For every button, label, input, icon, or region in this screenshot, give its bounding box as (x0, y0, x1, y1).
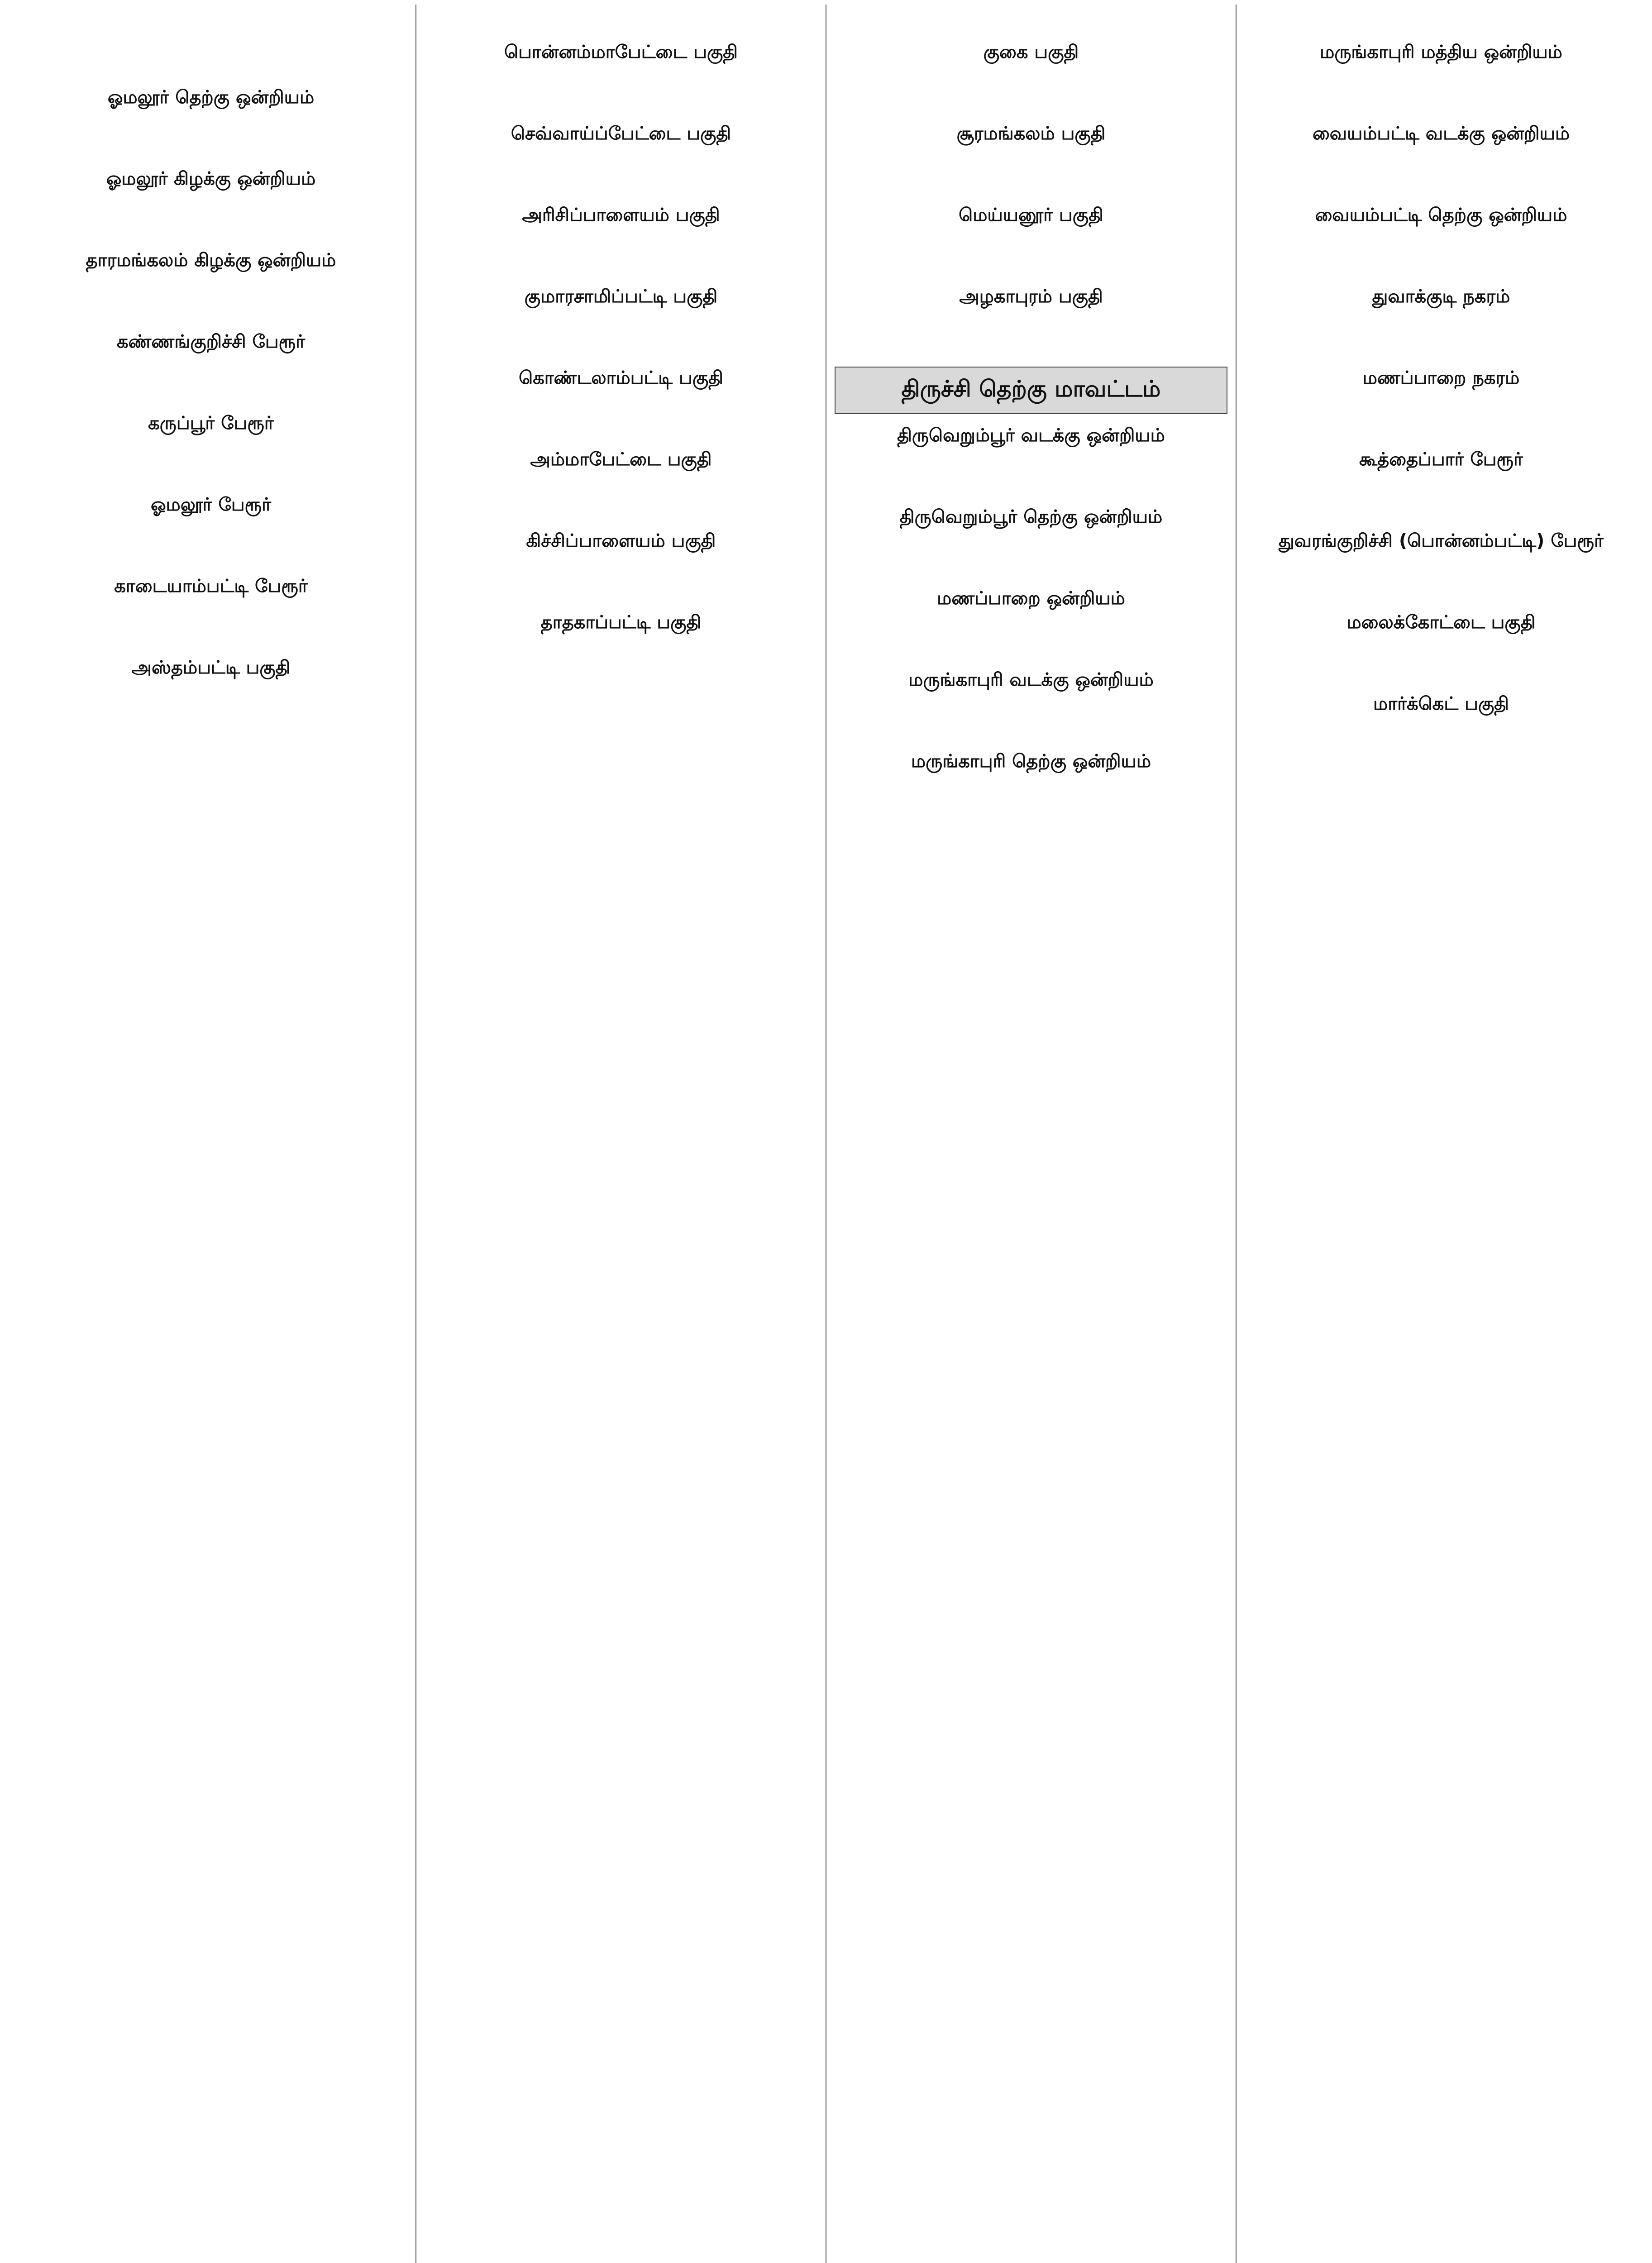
section-heading: மருங்காபுரி வடக்கு ஒன்றியம் (908, 669, 1154, 690)
section-paragraph (14, 545, 407, 563)
section-heading: மணப்பாறை நகரம் (1362, 368, 1520, 388)
section-paragraph (1245, 640, 1638, 658)
listing-section (425, 530, 817, 599)
section-paragraph (835, 779, 1227, 797)
listing-section (1245, 692, 1638, 762)
section-heading: வையம்பட்டி வடக்கு ஒன்றியம் (1312, 123, 1570, 144)
listing-section (425, 41, 817, 110)
section-heading: கிச்சிப்பாளையம் பகுதி (526, 530, 716, 551)
section-paragraph (835, 802, 1227, 820)
section-paragraph (1245, 255, 1638, 273)
listing-section (14, 575, 407, 645)
listing-section (1245, 530, 1638, 599)
section-paragraph (835, 11, 1227, 29)
section-paragraph (14, 382, 407, 400)
section-paragraph (1245, 92, 1638, 110)
section-paragraph (1245, 500, 1638, 518)
section-paragraph (14, 11, 407, 29)
section-paragraph (425, 314, 817, 332)
section-paragraph (1245, 744, 1638, 762)
listing-section (1245, 11, 1638, 29)
section-heading: கருப்பூர் பேரூர் (148, 413, 274, 434)
listing-section (835, 587, 1227, 657)
listing-section (425, 285, 817, 355)
section-paragraph (425, 337, 817, 355)
section-paragraph (835, 720, 1227, 738)
listing-section (14, 86, 407, 156)
section-heading: திருவெறும்பூர் வடக்கு ஒன்றியம் (897, 425, 1165, 446)
section-heading: தாதகாப்பட்டி பகுதி (540, 612, 702, 633)
page-column-1 (6, 5, 416, 2263)
columns-container (6, 5, 1646, 2263)
section-paragraph (425, 70, 817, 88)
section-paragraph (14, 626, 407, 645)
section-heading: கொண்டலாம்பட்டி பகுதி (519, 368, 723, 388)
section-paragraph (1245, 11, 1638, 29)
section-paragraph (425, 396, 817, 414)
section-heading: அஸ்தம்பட்டி பகுதி (131, 657, 291, 678)
section-heading: துவரங்குறிச்சி (பொன்னம்பட்டி) பேரூர் (1279, 530, 1604, 551)
section-paragraph (835, 92, 1227, 110)
listing-section (1245, 285, 1638, 355)
section-paragraph (425, 233, 817, 251)
section-paragraph (425, 640, 817, 658)
section-paragraph (14, 441, 407, 459)
section-paragraph (835, 151, 1227, 169)
listing-section (1245, 448, 1638, 518)
section-paragraph (14, 708, 407, 726)
section-paragraph (14, 56, 407, 74)
listing-section (1245, 611, 1638, 681)
section-paragraph (425, 477, 817, 495)
listing-section (14, 493, 407, 563)
listing-section (425, 611, 817, 658)
section-paragraph (14, 301, 407, 319)
section-paragraph (14, 219, 407, 237)
section-paragraph (14, 115, 407, 133)
section-paragraph (425, 11, 817, 29)
section-paragraph (14, 196, 407, 215)
section-heading: குகை பகுதி (983, 42, 1079, 62)
section-paragraph (1245, 663, 1638, 681)
listing-section (425, 448, 817, 518)
section-heading: செவ்வாய்ப்பேட்டை பகுதி (511, 123, 731, 144)
section-paragraph (835, 233, 1227, 251)
section-paragraph (1245, 721, 1638, 740)
section-paragraph (835, 476, 1227, 494)
section-heading: மணப்பாறை ஒன்றியம் (937, 588, 1125, 609)
section-paragraph (835, 535, 1227, 553)
listing-section (425, 11, 817, 29)
section-heading: சூரமங்கலம் பகுதி (956, 123, 1106, 144)
section-paragraph (1245, 418, 1638, 436)
listing-section (835, 668, 1227, 738)
section-heading: காடையாம்பட்டி பேரூர் (114, 576, 308, 597)
section-heading: திருவெறும்பூர் தெற்கு ஒன்றியம் (899, 506, 1163, 527)
listing-section (835, 750, 1227, 820)
listing-section (14, 330, 407, 400)
section-heading: மருங்காபுரி மத்திய ஒன்றியம் (1320, 42, 1562, 62)
section-heading: மருங்காபுரி தெற்கு ஒன்றியம் (911, 751, 1151, 772)
listing-section (14, 412, 407, 482)
section-paragraph (14, 604, 407, 622)
section-paragraph (835, 453, 1227, 471)
section-heading: ஓமலூர் கிழக்கு ஒன்றியம் (106, 168, 316, 189)
section-paragraph (14, 463, 407, 482)
listing-section (14, 656, 407, 726)
listing-section (1245, 41, 1638, 110)
section-paragraph (14, 522, 407, 540)
section-heading: மெய்யனூர் பகுதி (959, 205, 1103, 225)
section-paragraph (1245, 396, 1638, 414)
section-paragraph (835, 557, 1227, 575)
district-banner: திருச்சி தெற்கு மாவட்டம் (835, 367, 1227, 414)
section-heading: குமாரசாமிப்பட்டி பகுதி (524, 286, 718, 307)
section-heading: தாரமங்கலம் கிழக்கு ஒன்றியம் (86, 250, 336, 271)
section-paragraph (835, 616, 1227, 634)
section-paragraph (14, 33, 407, 52)
section-heading: துவாக்குடி நகரம் (1372, 286, 1510, 307)
section-paragraph (425, 174, 817, 192)
section-paragraph (425, 500, 817, 518)
section-paragraph (1245, 70, 1638, 88)
section-paragraph (425, 559, 817, 577)
section-heading: மார்க்கெட் பகுதி (1373, 693, 1509, 714)
section-paragraph (1245, 581, 1638, 599)
section-paragraph (1245, 559, 1638, 577)
section-paragraph (1245, 477, 1638, 495)
section-paragraph (1245, 233, 1638, 251)
section-heading: வையம்பட்டி தெற்கு ஒன்றியம் (1315, 205, 1567, 225)
section-paragraph (835, 314, 1227, 332)
listing-section (425, 122, 817, 192)
section-paragraph (14, 278, 407, 296)
section-paragraph (835, 337, 1227, 355)
listing-section (425, 204, 817, 273)
listing-section (14, 11, 407, 74)
section-paragraph (1245, 174, 1638, 192)
section-heading: பொன்னம்மாபேட்டை பகுதி (504, 42, 738, 62)
listing-section (835, 41, 1227, 110)
section-heading: மலைக்கோட்டை பகுதி (1346, 612, 1536, 633)
listing-section (1245, 122, 1638, 192)
listing-section (835, 285, 1227, 355)
listing-section (1245, 367, 1638, 436)
page-column-3 (826, 5, 1237, 2263)
section-paragraph (425, 255, 817, 273)
section-paragraph (1245, 337, 1638, 355)
section-heading: கண்ணங்குறிச்சி பேரூர் (116, 331, 306, 352)
section-paragraph (1245, 151, 1638, 169)
listing-section (835, 424, 1227, 494)
listing-section (14, 249, 407, 319)
section-heading: அம்மாபேட்டை பகுதி (530, 449, 712, 470)
section-paragraph (835, 639, 1227, 657)
listing-section (835, 11, 1227, 29)
listing-section (14, 167, 407, 237)
listing-section (835, 122, 1227, 192)
section-heading: ஓமலூர் தெற்கு ஒன்றியம் (107, 87, 315, 108)
section-paragraph (835, 70, 1227, 88)
listing-section (425, 367, 817, 436)
section-paragraph (425, 151, 817, 169)
listing-section (1245, 204, 1638, 273)
section-paragraph (14, 359, 407, 377)
listing-section (835, 506, 1227, 575)
page-column-2 (416, 5, 826, 2263)
section-paragraph (425, 581, 817, 599)
section-heading: அழகாபுரம் பகுதி (959, 286, 1103, 307)
section-paragraph (425, 92, 817, 110)
section-paragraph (835, 697, 1227, 716)
section-paragraph (14, 138, 407, 156)
section-paragraph (1245, 314, 1638, 332)
section-paragraph (14, 685, 407, 703)
section-paragraph (835, 174, 1227, 192)
page-column-4 (1237, 5, 1646, 2263)
section-paragraph (835, 255, 1227, 273)
section-paragraph (425, 418, 817, 436)
listing-section (835, 204, 1227, 273)
section-heading: ஓமலூர் பேரூர் (150, 494, 272, 515)
section-heading: அரிசிப்பாளையம் பகுதி (522, 205, 720, 225)
section-heading: கூத்தைப்பார் பேரூர் (1359, 449, 1523, 470)
